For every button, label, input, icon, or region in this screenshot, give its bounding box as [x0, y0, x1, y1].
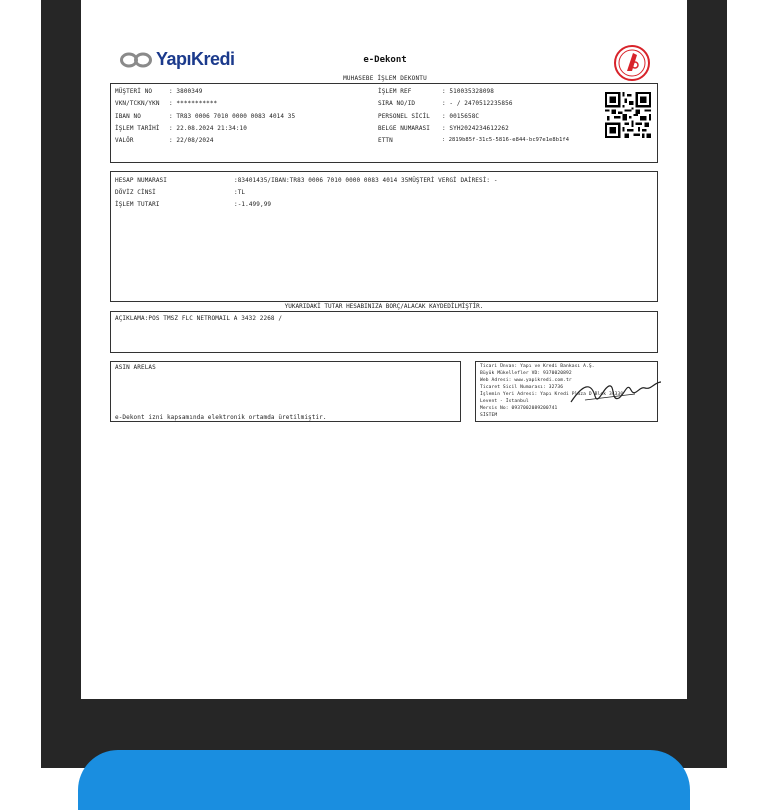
ettn-value: : 2819b85f-31c5-5816-e844-bc97e1e8b1f4 [442, 137, 570, 143]
recipient-box [110, 361, 461, 422]
seal-icon [613, 44, 651, 82]
bank-info-line: Web Adresi: www.yapikredi.com.tr [480, 378, 572, 383]
value-date-label: VALÖR [115, 137, 134, 144]
currency-value: :TL [234, 189, 246, 196]
bank-info-line: İşlemin Yeri Adresi: Yapı Kredi Plaza D Blok 34330 [480, 392, 624, 397]
sequence-no-label: SIRA NO/ID [378, 100, 416, 107]
document-title: e-Dekont [363, 55, 407, 65]
yapikredi-logo-icon [120, 50, 154, 70]
bottom-action-bar[interactable] [78, 750, 690, 810]
bank-info-line: SİSTEM [480, 413, 498, 418]
transaction-date-label: İŞLEM TARİHİ [115, 125, 160, 132]
currency-label: DÖVİZ CİNSİ [115, 189, 156, 196]
account-no-label: HESAP NUMARASI [115, 177, 167, 184]
document-no-value: : SYH2024234612262 [442, 125, 509, 132]
sequence-no-value: : - / 2470512235856 [442, 100, 513, 107]
ettn-label: ETTN [378, 137, 393, 144]
amount-value: :-1.499,99 [234, 201, 272, 208]
recipient-name: ASIN ARELAS [115, 364, 156, 371]
bank-info-line: Mersis No: 0937002089200741 [480, 406, 558, 411]
document-subtitle: MUHASEBE İŞLEM DEKONTU [343, 75, 427, 82]
debit-credit-banner: YUKARIDAKİ TUTAR HESABINIZA BORÇ/ALACAK KAYDEDİLMİŞTİR. [284, 303, 484, 310]
detail-box [110, 171, 658, 302]
customer-no-label: MÜŞTERİ NO [115, 88, 153, 95]
description-text: AÇIKLAMA:POS TMSZ FLC NETROMAIL A 3432 2268 / [115, 315, 283, 322]
customer-no-value: : 3800349 [169, 88, 203, 95]
account-no-value: :83401435/IBAN:TR83 0006 7010 0000 0083 4014 35MÜŞTERİ VERGİ DAİRESİ: - [234, 177, 498, 184]
document-no-label: BELGE NUMARASI [378, 125, 430, 132]
value-date-value: : 22/08/2024 [169, 137, 214, 144]
amount-label: İŞLEM TUTARI [115, 201, 160, 208]
bank-info-line: Levent - İstanbul [480, 399, 529, 404]
tax-id-value: : *********** [169, 100, 218, 107]
signature-icon [565, 376, 665, 410]
bank-info-line: Ticari Ünvan: Yapı ve Kredi Bankası A.Ş. [480, 364, 595, 369]
bank-info-line: Ticaret Sicil Numarası: 32736 [480, 385, 564, 390]
iban-label: IBAN NO [115, 113, 141, 120]
staff-id-value: : 0015658C [442, 113, 480, 120]
bank-info-line: Büyük Mükellefler VD: 9370020892 [480, 371, 572, 376]
transaction-ref-value: : 510035328098 [442, 88, 494, 95]
iban-value: : TR83 0006 7010 0000 0083 4014 35 [169, 113, 296, 120]
staff-id-label: PERSONEL SİCİL [378, 113, 430, 120]
transaction-date-value: : 22.08.2024 21:34:10 [169, 125, 247, 132]
brand-logo [120, 49, 235, 70]
electronic-note: e-Dekont izni kapsamında elektronik ortamda üretilmiştir. [115, 414, 327, 421]
tax-id-label: VKN/TCKN/YKN [115, 100, 160, 107]
transaction-ref-label: İŞLEM REF [378, 88, 412, 95]
info-box [110, 83, 658, 163]
brand-name: YapıKredi [156, 49, 235, 69]
qr-code-icon [605, 92, 651, 138]
